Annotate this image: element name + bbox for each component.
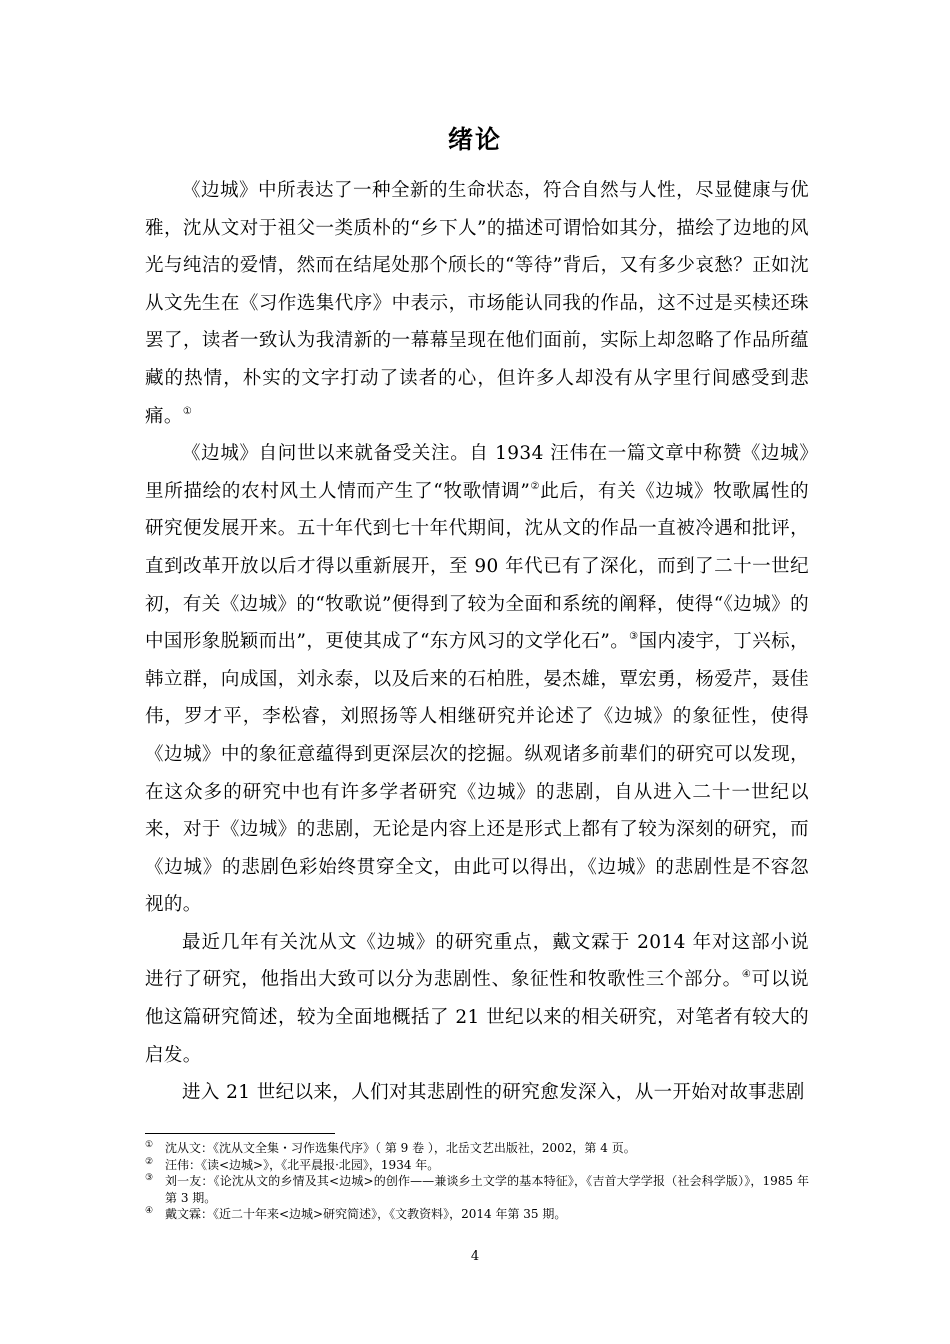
footnotes bbox=[145, 1140, 809, 1223]
paragraph-text: 《边城》自问世以来就备受关注。自 1934 汪伟在一篇文章中称赞《边城》里所描绘的农村风土人情而产生了“牧歌情调” bbox=[145, 443, 809, 502]
footnote bbox=[145, 1206, 809, 1223]
paragraph-text: 可以说他这篇研究简述，较为全面地概括了 21 世纪以来的相关研究，对笔者有较大的启发。 bbox=[145, 969, 809, 1066]
footnote-ref: ② bbox=[530, 480, 541, 492]
footnote-mark: ② bbox=[145, 1156, 154, 1167]
paragraph bbox=[145, 172, 809, 435]
footnote bbox=[145, 1140, 809, 1157]
paragraph-text: 最近几年有关沈从文《边城》的研究重点，戴文霖于 2014 年对这部小说进行了研究，他指出大致可以分为悲剧性、象征性和牧歌性三个部分。 bbox=[145, 931, 809, 991]
footnote-text: 刘一友：《论沈从文的乡情及其<边城>的创作——兼谈乡土文学的基本特征》，《吉首大学学报（社会科学版）》，1985 年第 3 期。 bbox=[165, 1174, 809, 1205]
footnote bbox=[145, 1173, 809, 1206]
paragraph-text: 国内凌宇，丁兴标，韩立群，向成国，刘永泰，以及后来的石柏胜，晏杰雄，覃宏勇，杨爱芹，聂佳伟，罗才平，李松睿，刘照扬等人相继研究并论述了《边城》的象征性，使得《边城》中的象征意蕴得到更深层次的挖掘。纵观诸多前辈们的研究可以发现，在这众多的研究中也有许多学者研究《边城》的悲剧，自从进入二十一世纪以来，对于《边城》的悲剧，无论是内容上还是形式上都有了较为深刻的研究，而《边城》的悲剧色彩始终贯穿全文，由此可以得出，《边城》的悲剧性是不容忽视的。 bbox=[145, 631, 809, 916]
footnote-text: 汪伟：《读<边城>》，《北平晨报·北园》，1934 年。 bbox=[165, 1157, 440, 1172]
footnote-ref: ④ bbox=[741, 969, 752, 981]
paragraph-text: 进入 21 世纪以来，人们对其悲剧性的研究愈发深入，从一开始对故事悲剧 bbox=[182, 1082, 805, 1104]
paragraph bbox=[145, 435, 809, 924]
footnote-text: 戴文霖：《近二十年来<边城>研究简述》，《文教资料》，2014 年第 35 期。 bbox=[165, 1207, 567, 1221]
page-number: 4 bbox=[470, 1249, 480, 1264]
paragraph bbox=[145, 924, 809, 1074]
footnote-ref: ① bbox=[182, 405, 193, 417]
footnote-text: 沈从文：《沈从文全集・习作选集代序》（ 第 9 卷 ），北岳文艺出版社，2002，第 4 页。 bbox=[165, 1141, 636, 1155]
footnote-ref: ③ bbox=[629, 631, 639, 643]
footnote bbox=[145, 1157, 809, 1174]
paragraph bbox=[145, 1074, 809, 1112]
body-text bbox=[145, 172, 809, 1112]
footnote-mark: ① bbox=[145, 1140, 154, 1150]
footnote-separator bbox=[145, 1133, 335, 1134]
paragraph-text: 此后，有关《边城》牧歌属性的研究便发展开来。五十年代到七十年代期间，沈从文的作品一直被冷遇和批评，直到改革开放以后才得以重新展开，至 90 年代已有了深化，而到了二十一世纪初，有关《边城》的“牧歌说”便得到了较为全面和系统的阐释，使得“《边城》的中国形象脱颖而出”，更使其成了“东方风习的文学化石”。 bbox=[145, 480, 809, 653]
page-title: 绪论 bbox=[447, 125, 502, 154]
footnote-mark: ③ bbox=[145, 1173, 154, 1183]
footnote-mark: ④ bbox=[145, 1206, 154, 1216]
paragraph-text: 《边城》中所表达了一种全新的生命状态，符合自然与人性，尽显健康与优雅，沈从文对于祖父一类质朴的“乡下人”的描述可谓恰如其分，描绘了边地的风光与纯洁的爱情，然而在结尾处那个颀长的“等待”背后，又有多少哀愁？正如沈从文先生在《习作选集代序》中表示，市场能认同我的作品，这不过是买椟还珠罢了，读者一致认为我清新的一幕幕呈现在他们面前，实际上却忽略了作品所蕴藏的热情，朴实的文字打动了读者的心，但许多人却没有从字里行间感受到悲痛。 bbox=[145, 180, 809, 427]
